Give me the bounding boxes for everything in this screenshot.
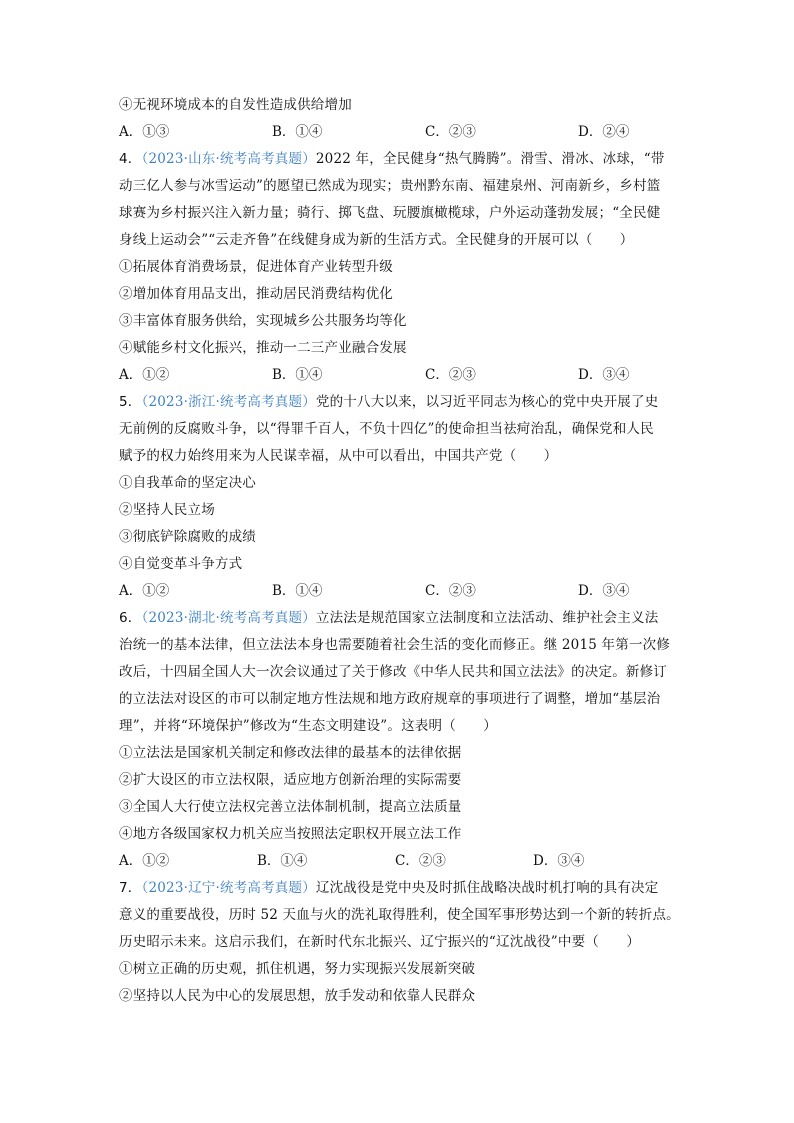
q5-option-a[interactable]: A．①② [119,583,170,599]
q6-stem-line-5: 理”，并将“环境保护”修改为“生态文明建设”。这表明（ ） [119,718,498,734]
q4-stem-line-1 [119,149,689,169]
q3-option-b[interactable]: B．①④ [272,124,323,140]
q6-stem-line-4: 的立法法对设区的市可以制定地方性法规和地方政府规章的事项进行了调整，增加“基层治 [119,691,661,707]
q3-option-a[interactable]: A．①③ [119,124,170,140]
q4-stem-line-3: 球赛为乡村振兴注入新力量；骑行、掷飞盘、玩腰旗橄榄球，户外运动蓬勃发展；“全民健 [119,205,661,221]
q5-option-c[interactable]: C．②③ [425,583,476,599]
q4-item-4: ④赋能乡村文化振兴，推动一二三产业融合发展 [119,340,407,356]
q7-source-link[interactable]: （2023·辽宁·统考高考真题） [141,880,316,896]
q6-options [119,851,689,871]
q5-options [119,581,689,601]
q5-item-2: ②坚持人民立场 [119,502,215,518]
q4-stem-line-2: 动三亿人参与冰雪运动”的愿望已然成为现实；贵州黔东南、福建泉州、河南新乡，乡村篮 [119,178,661,194]
q3-option-c[interactable]: C．②③ [425,124,476,140]
q5-item-1: ①自我革命的坚定决心 [119,475,256,491]
q4-stem-text: 2022 年，全民健身“热气腾腾”。滑雪、滑冰、冰球，“带 [315,151,665,167]
q7-item-2: ②坚持以人民为中心的发展思想，放手发动和依靠人民群众 [119,988,476,1004]
q6-item-1: ①立法法是国家机关制定和修改法律的最基本的法律依据 [119,745,462,761]
q4-item-2: ②增加体育用品支出，推动居民消费结构优化 [119,286,393,302]
q7-stem-line-1 [119,878,689,898]
q6-item-3: ③全国人大行使立法权完善立法体制机制，提高立法质量 [119,799,462,815]
q4-option-a[interactable]: A．①② [119,367,170,383]
q7-stem-line-3: 历史昭示未来。这启示我们，在新时代东北振兴、辽宁振兴的“辽沈战役”中要（ ） [119,934,641,950]
q4-stem-line-4: 身线上运动会”“云走齐鲁”在线健身成为新的生活方式。全民健身的开展可以（ ） [119,232,634,248]
q6-stem-text: 立法法是规范国家立法制度和立法活动、维护社会主义法 [315,610,659,626]
q5-stem-line-2: 无前例的反腐败斗争，以“得罪千百人，不负十四亿”的使命担当祛疴治乱，确保党和人民 [119,421,654,437]
q5-stem-line-1 [119,392,689,412]
q6-option-a[interactable]: A．①② [119,853,170,869]
q5-item-3: ③彻底铲除腐败的成绩 [119,529,256,545]
q3-item-4: ④无视环境成本的自发性造成供给增加 [119,97,352,113]
q6-number: 6． [119,610,142,626]
q4-number: 4． [119,151,142,167]
q7-item-1: ①树立正确的历史观，抓住机遇，努力实现振兴发展新突破 [119,961,476,977]
q4-item-3: ③丰富体育服务供给，实现城乡公共服务均等化 [119,313,407,329]
q6-stem-line-3: 改后，十四届全国人大一次会议通过了关于修改《中华人民共和国立法法》的决定。新修订 [119,664,667,680]
q4-item-1: ①拓展体育消费场景，促进体育产业转型升级 [119,259,393,275]
q4-option-d[interactable]: D．③④ [578,367,630,383]
q5-stem-text: 党的十八大以来，以习近平同志为核心的党中央开展了史 [315,394,659,410]
q6-option-d[interactable]: D．③④ [533,853,585,869]
q5-item-4: ④自觉变革斗争方式 [119,556,243,572]
q5-source-link[interactable]: （2023·浙江·统考高考真题） [141,394,316,410]
q6-item-4: ④地方各级国家权力机关应当按照法定职权开展立法工作 [119,826,462,842]
q4-options [119,365,689,385]
q4-source-link[interactable]: （2023·山东·统考高考真题） [141,151,316,167]
q3-option-d[interactable]: D．②④ [578,124,630,140]
q6-option-c[interactable]: C．②③ [395,853,446,869]
q6-source-link[interactable]: （2023·湖北·统考高考真题） [141,610,316,626]
q6-option-b[interactable]: B．①④ [257,853,308,869]
q5-stem-line-3: 赋予的权力始终用来为人民谋幸福，从中可以看出，中国共产党（ ） [119,448,558,464]
q5-option-d[interactable]: D．③④ [578,583,630,599]
q6-stem-line-1 [119,608,689,628]
q3-options [119,122,689,142]
q4-option-c[interactable]: C．②③ [425,367,476,383]
q6-stem-line-2: 治统一的基本法律，但立法法本身也需要随着社会生活的变化而修正。继 2015 年第一次修 [119,637,671,653]
q5-number: 5． [119,394,142,410]
q7-stem-line-2: 意义的重要战役，历时 52 天血与火的洗礼取得胜利，使全国军事形势达到一个新的转折点。 [119,907,680,923]
q4-option-b[interactable]: B．①④ [272,367,323,383]
q7-number: 7． [119,880,142,896]
q6-item-2: ②扩大设区的市立法权限，适应地方创新治理的实际需要 [119,772,462,788]
q7-stem-text: 辽沈战役是党中央及时抓住战略决战时机打响的具有决定 [315,880,659,896]
q5-option-b[interactable]: B．①④ [272,583,323,599]
